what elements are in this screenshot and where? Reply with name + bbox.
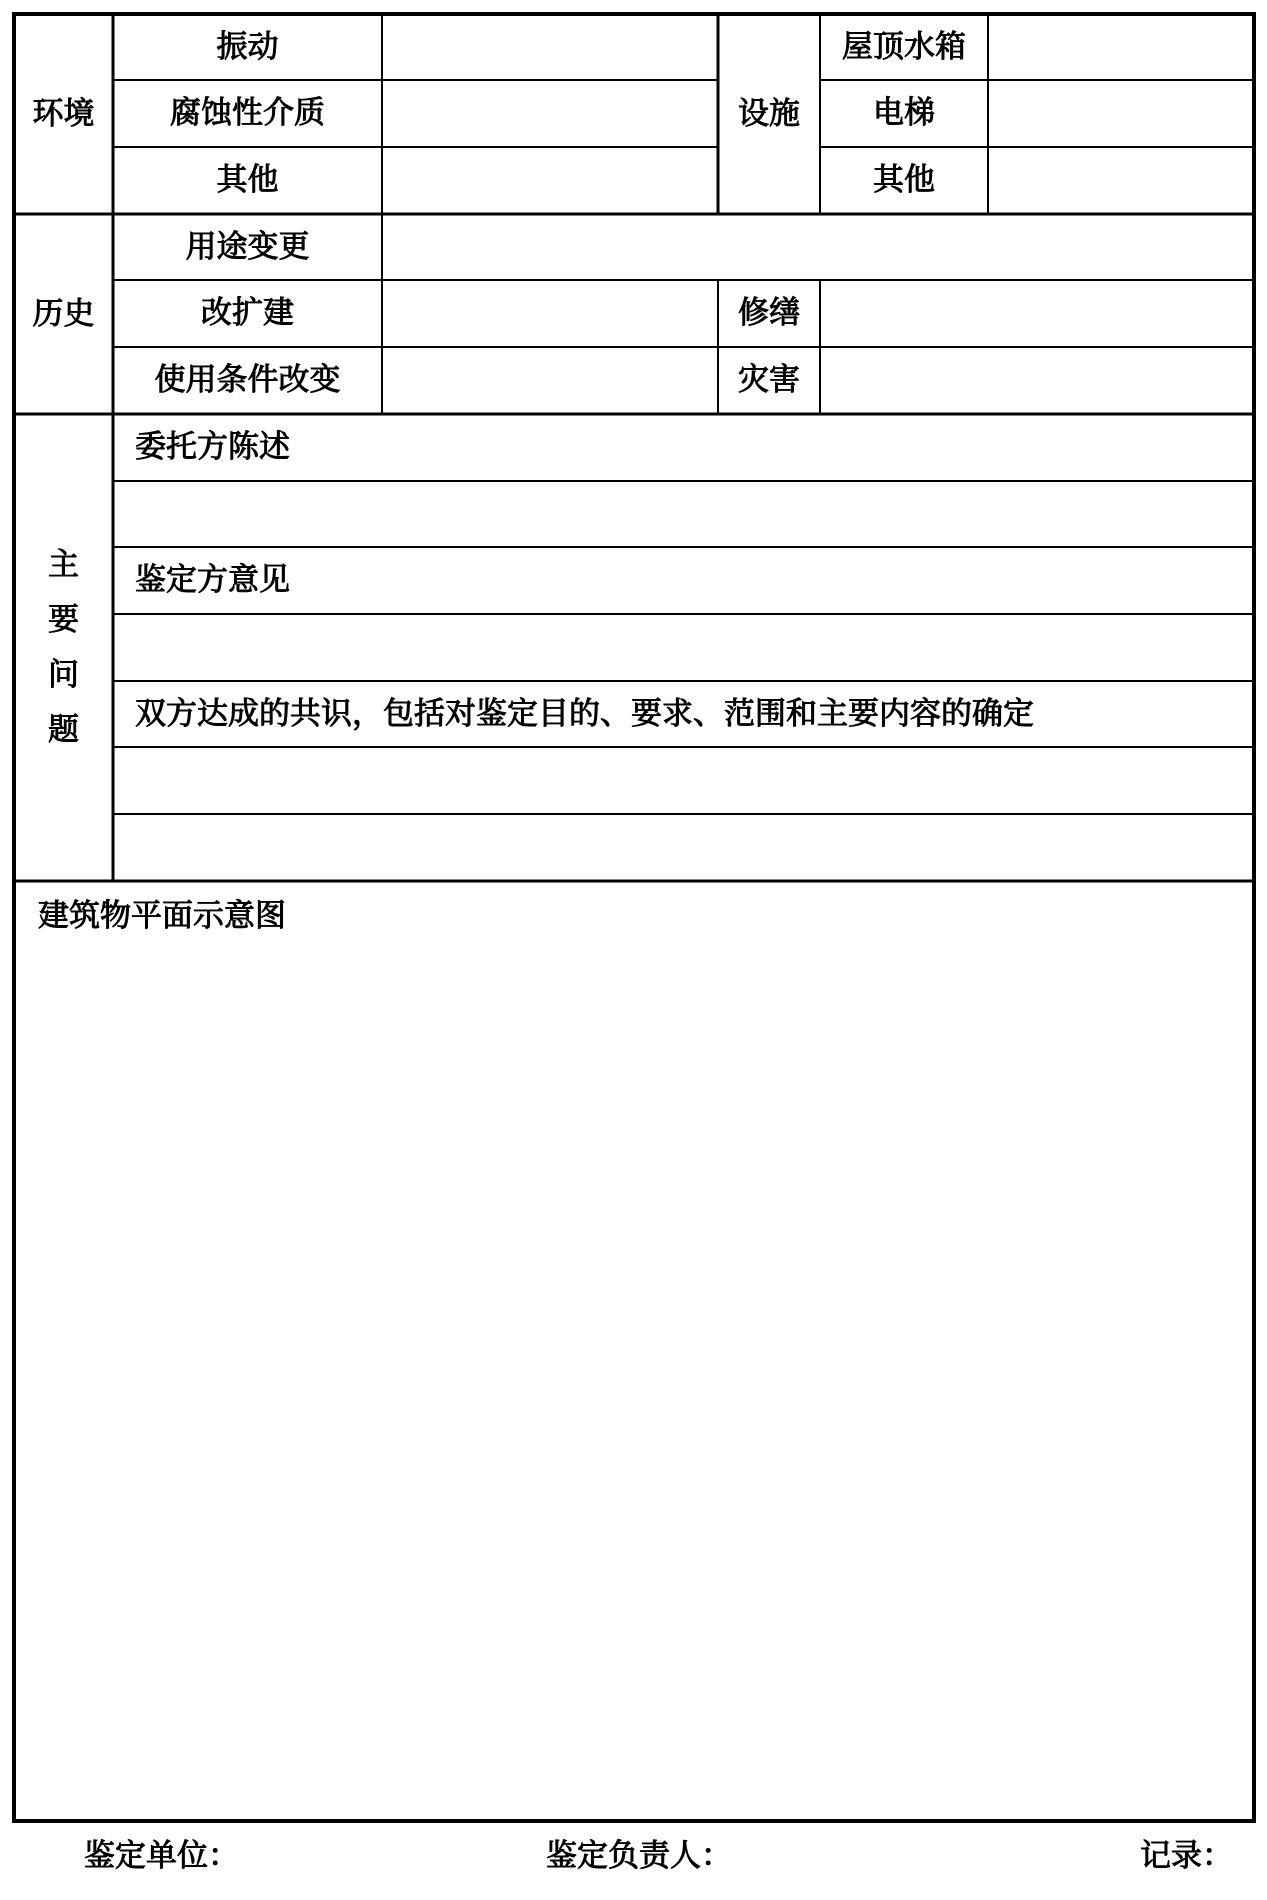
use-change-value-field[interactable]	[382, 214, 1254, 280]
history-item-disaster: 灾害	[738, 362, 800, 398]
environment-item-other: 其他	[216, 162, 279, 198]
appraiser-opinion-field[interactable]	[113, 614, 1254, 681]
main-issues-label-char: 主	[48, 546, 79, 583]
history-label: 历史	[32, 295, 95, 332]
facilities-item-elevator: 电梯	[873, 95, 935, 131]
history-item-usage-condition-change: 使用条件改变	[154, 362, 341, 398]
consensus-field-line-1[interactable]	[113, 747, 1254, 814]
corrosive-media-value-field[interactable]	[382, 80, 718, 147]
floor-plan-drawing-area[interactable]	[14, 961, 1254, 1821]
facilities-item-roof-tank: 屋顶水箱	[842, 28, 966, 65]
main-issues-label-char: 问	[48, 656, 79, 693]
environment-item-vibration: 振动	[216, 28, 279, 65]
main-issues-label	[14, 414, 113, 881]
elevator-value-field[interactable]	[988, 80, 1254, 147]
renovation-expansion-value-field[interactable]	[382, 280, 718, 347]
roof-tank-value-field[interactable]	[988, 14, 1254, 80]
repair-value-field[interactable]	[820, 280, 1254, 347]
disaster-value-field[interactable]	[820, 347, 1254, 414]
appraiser-opinion-heading: 鉴定方意见	[135, 562, 290, 598]
history-item-use-change: 用途变更	[185, 228, 310, 265]
history-item-renovation-expansion: 改扩建	[201, 295, 294, 331]
environment-item-corrosive-media: 腐蚀性介质	[170, 95, 325, 131]
client-statement-field[interactable]	[113, 481, 1254, 547]
facilities-other-value-field[interactable]	[988, 147, 1254, 214]
main-issues-label-char: 题	[48, 711, 79, 748]
client-statement-heading: 委托方陈述	[135, 429, 290, 465]
history-item-repair: 修缮	[738, 295, 800, 331]
person-in-charge-label: 鉴定负责人：	[546, 1838, 732, 1874]
vibration-value-field[interactable]	[382, 14, 718, 80]
consensus-heading: 双方达成的共识，包括对鉴定目的、要求、范围和主要内容的确定	[135, 695, 1034, 732]
main-issues-label-char: 要	[48, 601, 79, 638]
facilities-item-other: 其他	[873, 162, 935, 198]
usage-condition-change-value-field[interactable]	[382, 347, 718, 414]
environment-label: 环境	[32, 95, 95, 132]
appraisal-unit-label: 鉴定单位：	[84, 1838, 239, 1874]
facilities-label: 设施	[738, 95, 800, 132]
recorder-label: 记录：	[1140, 1838, 1233, 1874]
consensus-field-line-2[interactable]	[113, 814, 1254, 881]
environment-other-value-field[interactable]	[382, 147, 718, 214]
floor-plan-heading: 建筑物平面示意图	[38, 898, 286, 934]
